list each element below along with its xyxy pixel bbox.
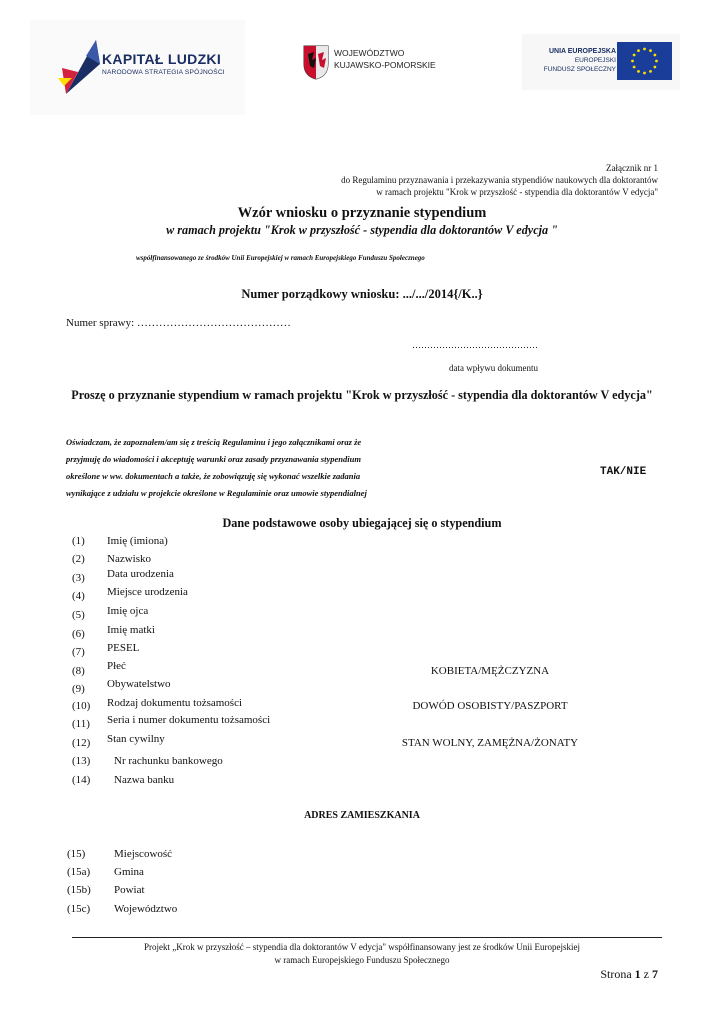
field-number: (15a) xyxy=(67,866,91,878)
field-number: (4) xyxy=(72,590,85,602)
address-heading: ADRES ZAMIESZKANIA xyxy=(304,810,420,821)
wojewodztwo-logo xyxy=(300,42,440,82)
document-subtitle: w ramach projektu "Krok w przyszłość - stypendia dla doktorantów V edycja " xyxy=(166,223,558,237)
field-number: (10) xyxy=(72,700,91,712)
field-label: Nr rachunku bankowego xyxy=(114,755,223,767)
eu-star-icon xyxy=(643,72,646,75)
sex-options: KOBIETA/MĘŻCZYZNA xyxy=(430,665,550,677)
footer-line2: w ramach Europejskiego Funduszu Społecznego xyxy=(274,955,450,965)
field-label: Płeć xyxy=(107,660,126,672)
field-number: (11) xyxy=(72,718,90,730)
field-label: Obywatelstwo xyxy=(107,678,171,690)
page-label: Strona xyxy=(600,967,632,981)
case-number: Numer sprawy: …………………………………… xyxy=(66,317,291,329)
eu-flag-icon xyxy=(617,42,672,80)
declaration xyxy=(66,434,426,502)
attachment-line2: do Regulaminu przyznawania i przekazywania stypendiów naukowych dla doktorantów xyxy=(341,175,658,185)
receipt-date-line: …………………………………… xyxy=(412,340,538,350)
kapital-ludzki-subtitle: NARODOWA STRATEGIA SPÓJNOŚCI xyxy=(102,69,225,76)
wojewodztwo-line1: WOJEWÓDZTWO xyxy=(334,48,405,58)
field-label: Imię matki xyxy=(107,624,155,636)
field-number: (5) xyxy=(72,609,85,621)
field-label: Rodzaj dokumentu tożsamości xyxy=(107,697,243,709)
document-options: DOWÓD OSOBISTY/PASZPORT xyxy=(412,700,568,712)
field-label: Seria i numer dokumentu tożsamości xyxy=(107,714,271,726)
declaration-answer: TAK/NIE xyxy=(600,466,647,478)
eu-star-icon xyxy=(653,66,656,69)
field-label: Miejsce urodzenia xyxy=(107,586,188,598)
page-current: 1 xyxy=(634,967,641,981)
field-number: (2) xyxy=(72,553,85,565)
marital-status-options: STAN WOLNY, ZAMĘŻNA/ŻONATY xyxy=(401,737,579,749)
attachment-line1: Załącznik nr 1 xyxy=(606,163,658,173)
eu-star-icon xyxy=(649,49,652,52)
eu-line1: UNIA EUROPEJSKA xyxy=(548,48,616,55)
field-label: Powiat xyxy=(114,884,145,896)
eu-star-icon xyxy=(655,60,658,63)
basic-data-heading: Dane podstawowe osoby ubiegającej się o stypendium xyxy=(222,516,502,530)
eu-star-icon xyxy=(633,54,636,57)
field-number: (14) xyxy=(72,774,91,786)
field-number: (15b) xyxy=(67,884,91,896)
field-label: Gmina xyxy=(114,866,144,878)
eu-line3: FUNDUSZ SPOŁECZNY xyxy=(543,66,616,73)
page-of: z xyxy=(643,967,649,981)
eu-star-icon xyxy=(637,70,640,73)
eu-star-icon xyxy=(653,54,656,57)
field-label: Imię ojca xyxy=(107,605,149,617)
field-label: PESEL xyxy=(107,642,140,654)
wojewodztwo-name xyxy=(334,47,436,71)
eu-star-icon xyxy=(643,48,646,51)
footer xyxy=(0,941,724,967)
eu-logo xyxy=(522,34,680,90)
field-label: Imię (imiona) xyxy=(107,535,168,547)
eu-star-icon xyxy=(637,49,640,52)
wojewodztwo-line2: KUJAWSKO-POMORSKIE xyxy=(334,60,436,70)
footer-line1: Projekt „Krok w przyszłość – stypendia dla doktorantów V edycja" współfinansowany jest ze środków Unii Europejskiej xyxy=(143,942,580,952)
eu-logo-text xyxy=(524,47,616,74)
field-number: (6) xyxy=(72,628,85,640)
application-number: Numer porządkowy wniosku: .../.../2014{/K..} xyxy=(241,287,483,301)
field-label: Miejscowość xyxy=(114,848,173,860)
declaration-line4: wynikające z udziału w projekcie określone w Regulaminie oraz umowie stypendialnej xyxy=(66,488,367,498)
eu-star-icon xyxy=(633,66,636,69)
receipt-date-label: data wpływu dokumentu xyxy=(449,363,538,373)
field-number: (8) xyxy=(72,665,85,677)
declaration-line1: Oświadczam, że zapoznałem/am się z treścią Regulaminu i jego załącznikami oraz że xyxy=(66,437,362,447)
field-label: Stan cywilny xyxy=(107,733,165,745)
field-label: Nazwisko xyxy=(107,553,151,565)
attachment-note xyxy=(341,162,658,198)
field-number: (9) xyxy=(72,683,85,695)
eu-line2: EUROPEJSKI xyxy=(574,57,616,64)
kapital-ludzki-logo xyxy=(30,20,245,115)
kapital-ludzki-emblem-icon xyxy=(56,34,118,100)
document-title: Wzór wniosku o przyznanie stypendium xyxy=(237,205,487,221)
eu-star-icon xyxy=(631,60,634,63)
field-number: (1) xyxy=(72,535,85,547)
field-number: (15c) xyxy=(67,903,91,915)
kapital-ludzki-title: KAPITAŁ LUDZKI xyxy=(102,51,222,67)
request-text: Proszę o przyznanie stypendium w ramach projektu "Krok w przyszłość - stypendia dla doktorantów V edycja" xyxy=(71,388,653,402)
field-number: (3) xyxy=(72,572,85,584)
field-number: (15) xyxy=(67,848,86,860)
field-label: Województwo xyxy=(114,903,178,915)
field-number: (13) xyxy=(72,755,91,767)
page-total: 7 xyxy=(652,967,658,981)
eu-star-icon xyxy=(649,70,652,73)
page-number xyxy=(600,967,658,982)
coat-of-arms-icon xyxy=(302,44,330,80)
field-number: (12) xyxy=(72,737,91,749)
footer-divider xyxy=(72,937,662,938)
declaration-line3: określone w ww. dokumentach a także, że zobowiązuję się wykonać wszelkie zadania xyxy=(66,471,361,481)
field-label: Nazwa banku xyxy=(114,774,175,786)
field-label: Data urodzenia xyxy=(107,568,174,580)
declaration-line2: przyjmuję do wiadomości i akceptuję warunki oraz zasady przyznawania stypendium xyxy=(66,454,361,464)
attachment-line3: w ramach projektu "Krok w przyszłość - stypendia dla doktorantów V edycja" xyxy=(376,187,658,197)
field-number: (7) xyxy=(72,646,85,658)
cofinanced-note: współfinansowanego ze środków Unii Europejskiej w ramach Europejskiego Funduszu Społecznego xyxy=(136,254,425,262)
